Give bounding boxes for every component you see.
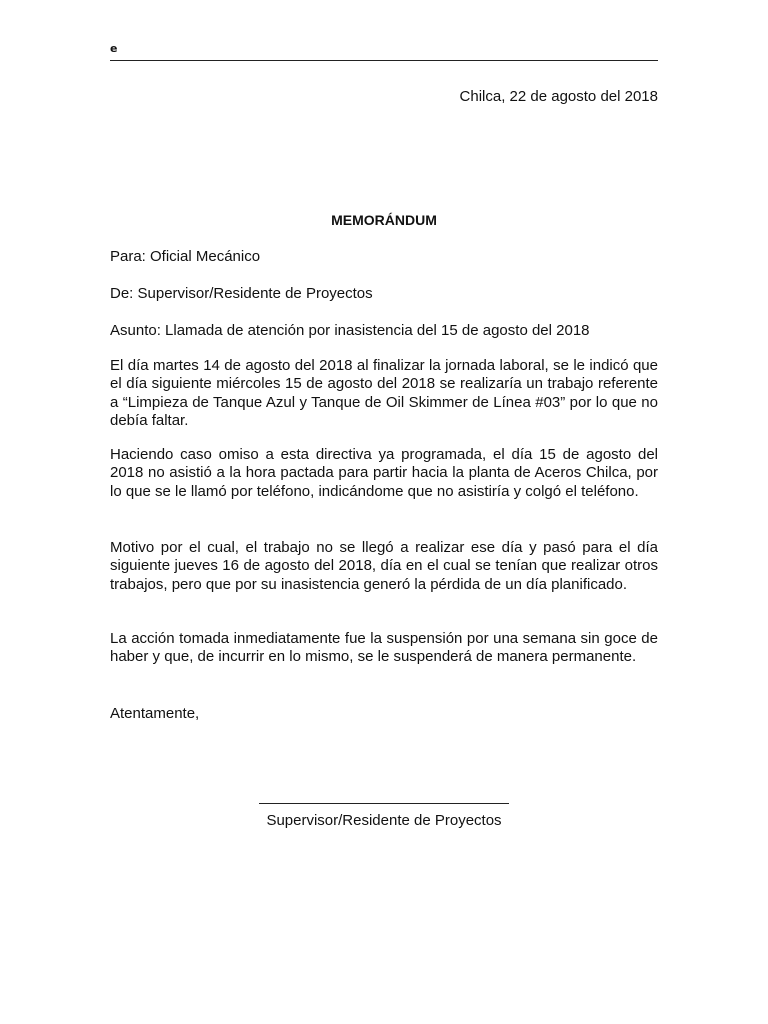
subject-field: Asunto: Llamada de atención por inasistencia del 15 de agosto del 2018 bbox=[110, 322, 590, 339]
header-rule bbox=[110, 60, 658, 61]
body-paragraph-2: Haciendo caso omiso a esta directiva ya programada, el día 15 de agosto del 2018 no asistió a la hora pactada para partir hacia la planta de Aceros Chilca, por lo que se le llamó por teléfono, indicándome que no asistiría y colgó el teléfono. bbox=[110, 446, 658, 500]
recipient-field: Para: Oficial Mecánico bbox=[110, 248, 261, 265]
closing-line: Atentamente, bbox=[110, 705, 200, 722]
signature-title: Supervisor/Residente de Proyectos bbox=[266, 812, 502, 829]
body-paragraph-1: El día martes 14 de agosto del 2018 al finalizar la jornada laboral, se le indicó que el día siguiente miércoles 15 de agosto del 2018 se realizaría un trabajo referente a “Limpieza de Tanque Azul y Tanque de Oil Skimmer de Línea #03” por lo que no debía faltar. bbox=[110, 357, 658, 430]
header-mark: e bbox=[110, 42, 118, 55]
body-paragraph-4: La acción tomada inmediatamente fue la suspensión por una semana sin goce de haber y que, de incurrir en lo mismo, se le suspenderá de manera permanente. bbox=[110, 630, 658, 666]
date-line: Chilca, 22 de agosto del 2018 bbox=[459, 88, 658, 105]
sender-field: De: Supervisor/Residente de Proyectos bbox=[110, 285, 373, 302]
body-paragraph-3: Motivo por el cual, el trabajo no se llegó a realizar ese día y pasó para el día siguiente jueves 16 de agosto del 2018, día en el cual se tenían que realizar otros trabajos, pero que por su inasistencia generó la pérdida de un día planificado. bbox=[110, 539, 658, 593]
signature-line bbox=[259, 803, 509, 804]
memo-title: MEMORÁNDUM bbox=[331, 212, 437, 228]
